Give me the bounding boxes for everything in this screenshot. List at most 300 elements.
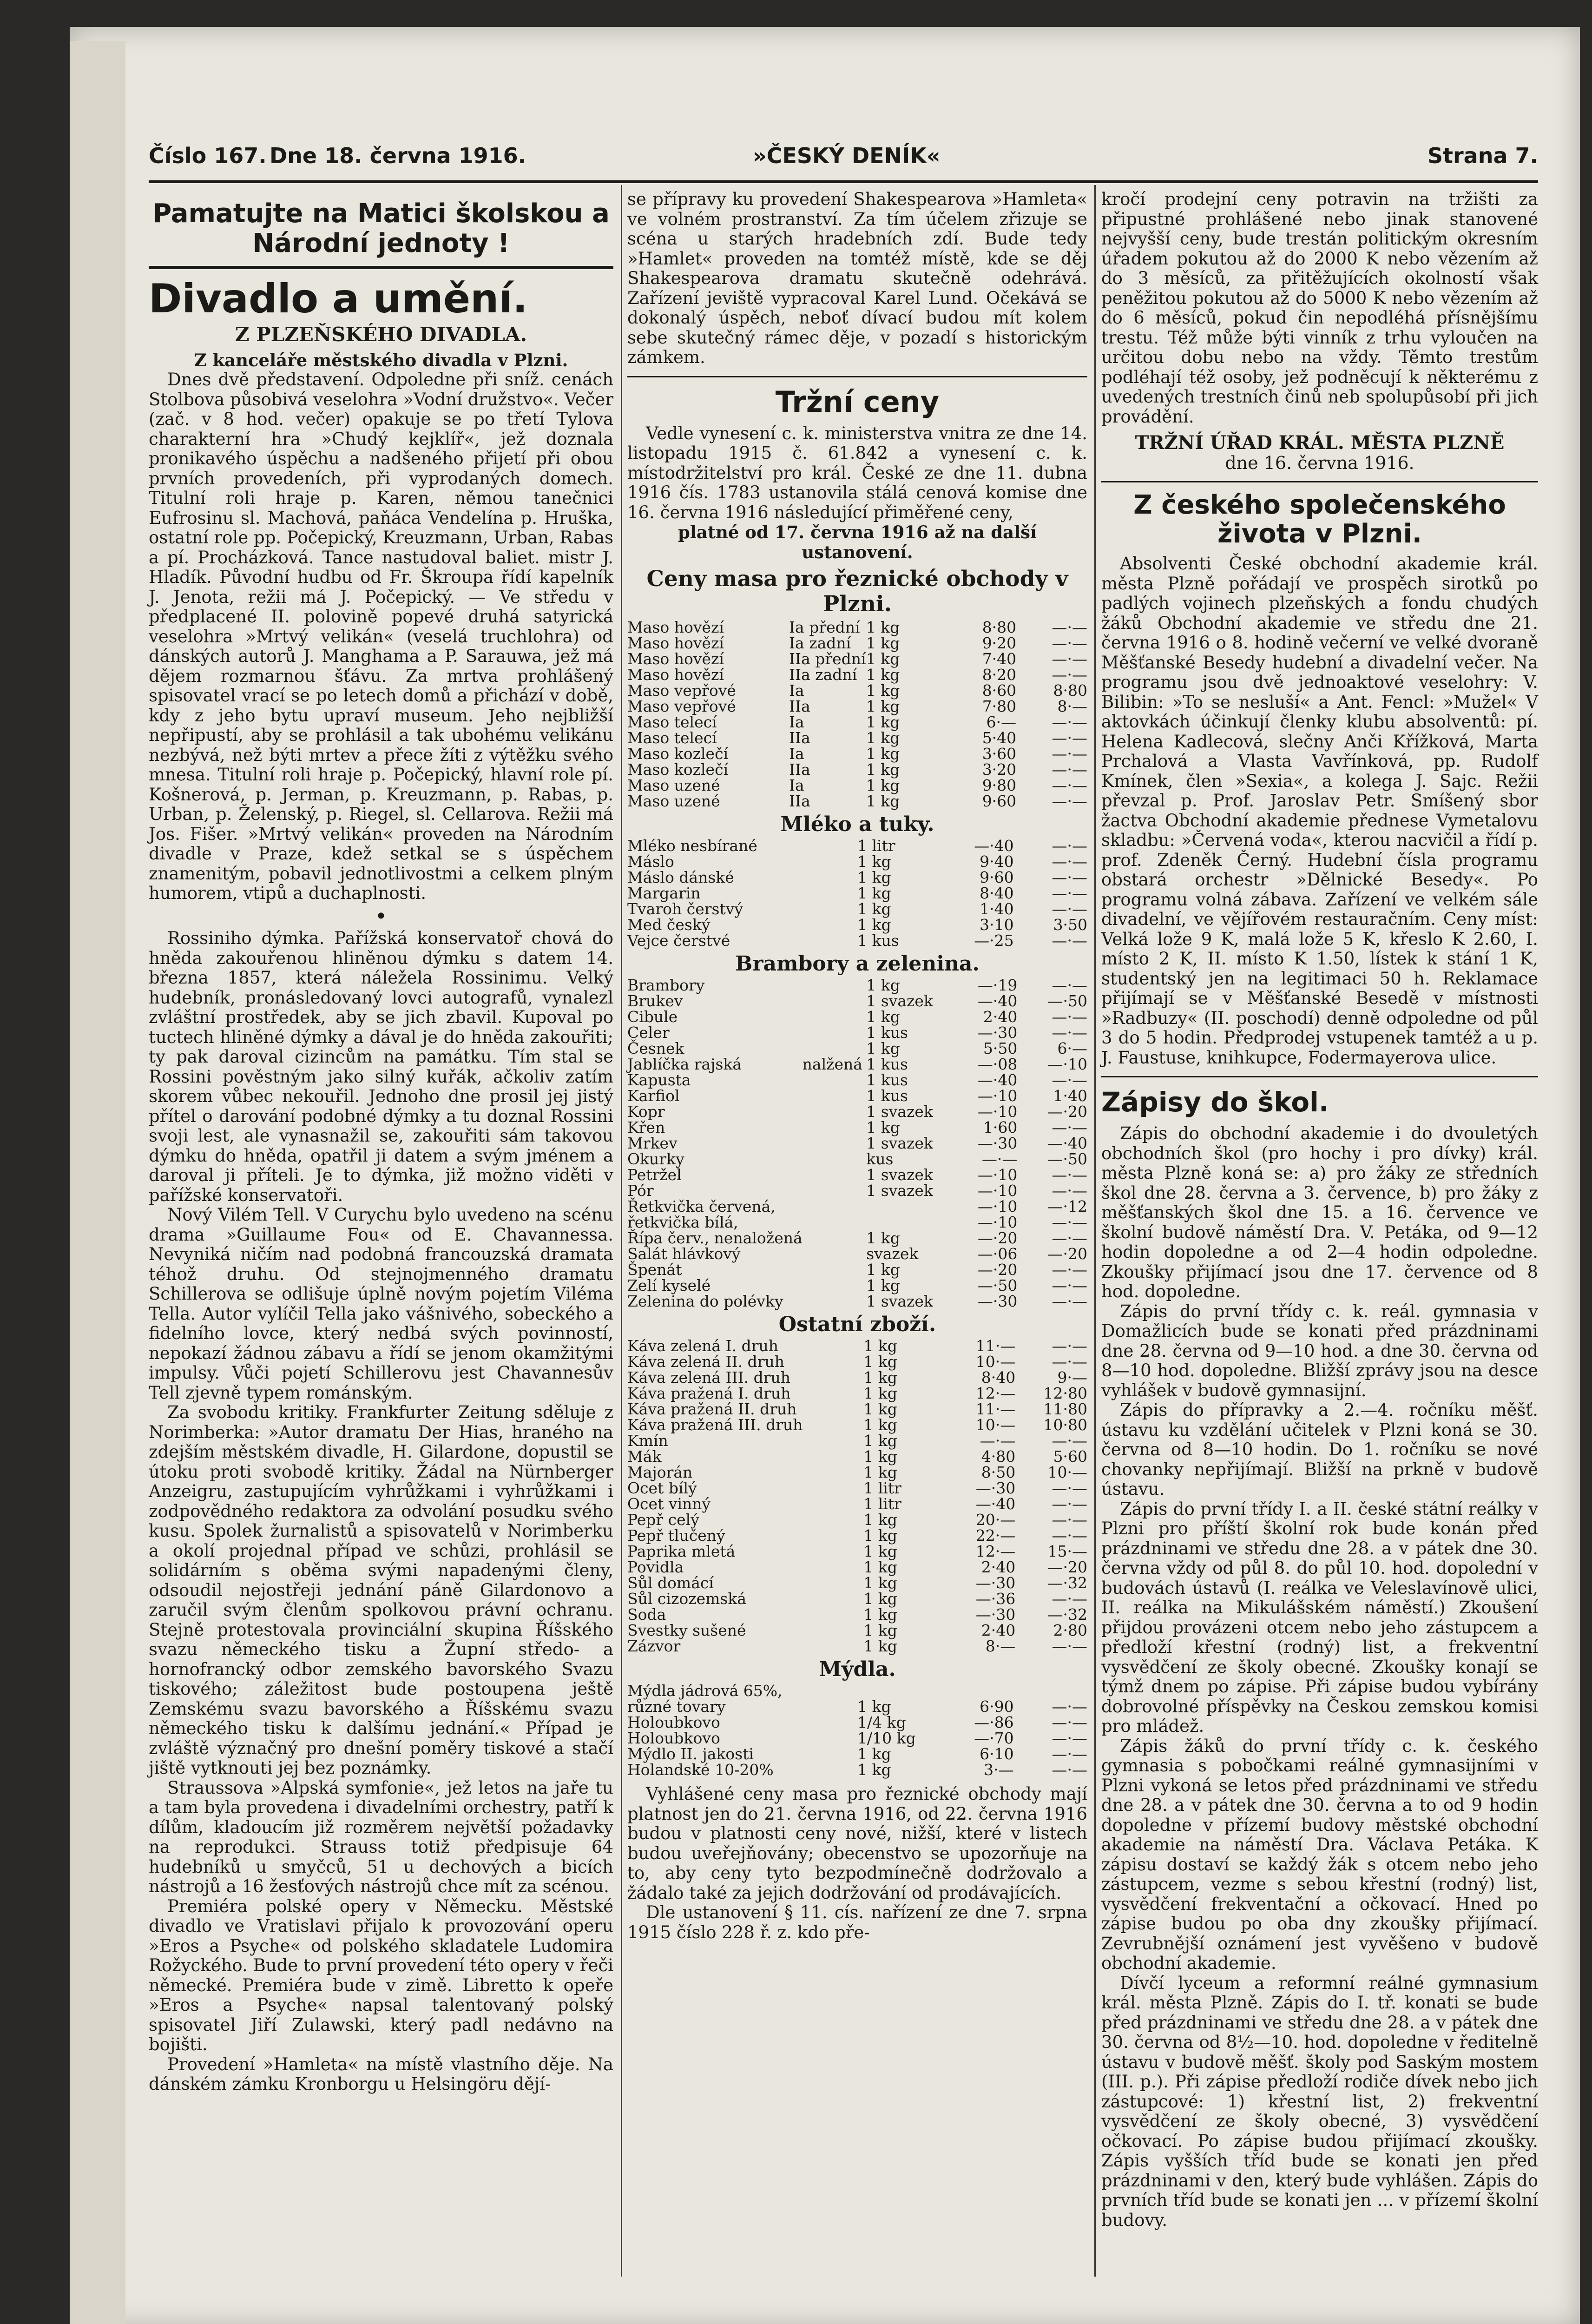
item-grade xyxy=(803,1575,864,1591)
price-from: 1·40 xyxy=(980,900,1014,918)
price-from: —·— xyxy=(980,1432,1016,1450)
newspaper-page xyxy=(70,27,1580,2324)
item-unit xyxy=(866,1199,947,1215)
item-grade xyxy=(803,1449,864,1465)
price-to: —·— xyxy=(1052,884,1087,902)
item-grade: IIa xyxy=(789,760,810,779)
price-from: 3·20 xyxy=(982,760,1017,779)
item-name: Pepř tlučený xyxy=(627,1526,725,1545)
item-grade xyxy=(803,1544,864,1559)
schools-paragraph: Zápis do přípravky a 2.—4. ročníku měšť. ústavu ku vzdělání učitelek v Plzni koná se 30. června od 8—10 hodin. Do 1. ročníku se nové chovanky nepřijímají. Bližší na prkně v budově ústavu. xyxy=(1101,1400,1538,1499)
facing-page-edge xyxy=(70,41,125,2324)
price-from: 8·40 xyxy=(980,884,1014,902)
item-unit: 1 svazek xyxy=(866,1182,933,1200)
price-from: 6·10 xyxy=(980,1745,1014,1763)
matice-appeal: Pamatujte na Matici školskou a Národní jednoty ! xyxy=(152,198,610,258)
price-from: —·30 xyxy=(977,1023,1018,1042)
schools-paragraph: Zápis do obchodní akademie i do dvouletých obchodních škol (pro hochy i pro dívky) král. města Plzně koná se: a) pro žáky ze středních škol dne 28. června a 3. července, b) pro žáky z měšťanských škol dne 15. a 16. července ve školní budově náměstí Dra. V. Petáka, od 9—12 hodin dopoledne a od 2—4 hodin odpoledne. Zkoušky přijímací jsou dne 17. července od 8 hod. dopoledne. xyxy=(1101,1123,1538,1301)
header-rule xyxy=(149,180,1538,183)
social-text: Absolventi České obchodní akademie král. města Plzně pořádají ve prospěch sirotků po padlých vojinech plzeňských a fondu chudých žáků Obchodní akademie ve středu dne 21. června 1916 o 8. hodině večerní ve velké dvoraně Měšťanské Besedy hudební a divadelní večer. Na programu jsou dvě jednoaktové veselohry: V. Bilibin: »To se nesluší« a Ant. Fencl: »Mužel« V aktovkách účinkují členky klubu absolventů: pí. Helena Kadlecová, slečny Anči Křížková, Marta Prchalová a Vlasta Vavřínková, pp. Rudolf Kmínek, člen »Sexia«, a kolega J. Sajc. Režii převzal p. Prof. Jaroslav Petr. Smíšený sbor žactva Obchodní akademie přednese Vymetalovu skladbu: »Červená voda«, kterou nacvičil a řídí p. prof. Zdeněk Černý. Hudební čísla programu obstará orchestr »Dělnické Besedy«. Po programu volná zábava. Zařízení ve velkém sále divadelní, ve vějířovém restauračním. Ceny míst: Velká lože 9 K, malá lože 5 K, křeslo K 2.60, I. místo 2 K, II. místo K 1.50, lístek k stání 1 K, studentský jen na legitimaci 50 h. Reklamace přijímají se v Měšťanské Besedě v místnosti »Radbuzy« (II. poschodí) denně odpoledne od půl 3 do 5 hodin. Předprodej vstupenek tamtéž a u p. J. Faustuse, knihkupce, Fodermayerova ulice. xyxy=(1101,554,1538,1068)
item-name: Margarin xyxy=(627,884,701,902)
price-from: —·40 xyxy=(975,1495,1016,1513)
item-unit: 1 kg xyxy=(866,1261,900,1279)
item-grade xyxy=(803,993,867,1009)
item-name: Maso hovězí xyxy=(627,666,724,684)
page-header xyxy=(149,143,1538,176)
price-to: —·— xyxy=(1052,1479,1087,1497)
column-divider xyxy=(621,185,622,2277)
item-name: Celer xyxy=(627,1023,670,1042)
price-to: —·— xyxy=(1052,745,1087,763)
price-row xyxy=(627,714,1087,730)
price-row xyxy=(627,993,1087,1009)
price-row xyxy=(627,1465,1087,1480)
item-grade xyxy=(803,1386,864,1401)
item-name: Káva pražená III. druh xyxy=(627,1416,803,1434)
item-grade xyxy=(803,1465,864,1480)
price-from: 12·— xyxy=(975,1542,1016,1560)
price-row xyxy=(627,1591,1087,1607)
item-name: Káva zelená III. druh xyxy=(627,1368,791,1386)
item-unit: 1 kg xyxy=(857,1761,891,1779)
price-from: —·20 xyxy=(977,1229,1018,1247)
item-unit: 1 kg xyxy=(866,1039,900,1057)
price-to: —·— xyxy=(1052,1495,1087,1513)
item-unit: 1 kg xyxy=(866,776,900,794)
price-from: 5·50 xyxy=(983,1039,1018,1057)
item-name: Maso telecí xyxy=(627,729,717,747)
price-row xyxy=(627,1278,1087,1294)
item-name: Cibule xyxy=(627,1008,678,1026)
item-unit: 1 kg xyxy=(863,1384,897,1402)
item-grade xyxy=(803,1072,867,1088)
price-from: 2·40 xyxy=(983,1008,1018,1026)
item-grade: Ia xyxy=(789,745,804,763)
price-to: —·— xyxy=(1052,1229,1087,1247)
item-unit: 1 kg xyxy=(857,852,891,871)
page-number: Strana 7. xyxy=(1427,143,1538,168)
price-from: 8·60 xyxy=(982,681,1017,700)
item-unit: 1 kus xyxy=(866,1023,908,1042)
item-grade xyxy=(803,1120,867,1136)
item-grade xyxy=(793,1746,857,1762)
item-unit: 1 svazek xyxy=(866,1292,933,1310)
price-to: —·32 xyxy=(1047,1574,1087,1592)
item-name: Okurky xyxy=(627,1150,684,1168)
item-unit: 1 kg xyxy=(857,916,891,934)
item-name: Sůl cizozemská xyxy=(627,1590,747,1608)
price-row xyxy=(627,1056,1087,1072)
item-grade xyxy=(803,1354,864,1370)
item-unit: 1 kg xyxy=(866,745,900,763)
item-name: Petržel xyxy=(627,1166,682,1184)
price-row xyxy=(627,870,1087,885)
article-paragraph: Provedení »Hamleta« na místě vlastního děje. Na dánském zámku Kronborgu u Helsingöru dějí- xyxy=(149,2054,613,2094)
other-title: Ostatní zboží. xyxy=(778,1313,936,1336)
item-name: Maso telecí xyxy=(627,713,717,731)
item-unit: 1 kus xyxy=(866,1087,908,1105)
item-unit: 1 kg xyxy=(863,1337,897,1355)
price-row xyxy=(627,651,1087,667)
divider xyxy=(149,266,613,269)
item-unit: 1 kg xyxy=(863,1590,897,1608)
price-from: 3·— xyxy=(984,1761,1014,1779)
price-row xyxy=(627,1294,1087,1309)
item-unit: 1 litr xyxy=(863,1479,901,1497)
price-to: —·— xyxy=(1052,1292,1087,1310)
item-grade xyxy=(803,1025,867,1041)
item-grade xyxy=(803,1262,867,1278)
price-row xyxy=(627,1746,1087,1762)
price-from: —·30 xyxy=(975,1574,1016,1592)
market-validity: platné od 17. června 1916 až na další ustanovení. xyxy=(678,522,1037,562)
item-unit: 1 svazek xyxy=(866,992,933,1010)
price-to: —·20 xyxy=(1047,1103,1087,1121)
price-row xyxy=(627,1183,1087,1199)
item-grade xyxy=(803,1559,864,1575)
price-row xyxy=(627,1623,1087,1638)
price-row xyxy=(627,1072,1087,1088)
vegetable-price-table xyxy=(627,977,1087,1309)
price-from: —·06 xyxy=(977,1245,1018,1263)
price-row xyxy=(627,1480,1087,1496)
item-unit: 1 kg xyxy=(866,1276,900,1294)
theatre-heading: Z PLZEŇSKÉHO DIVADLA. xyxy=(235,323,527,346)
price-from: 8·50 xyxy=(981,1463,1016,1481)
price-to: —·— xyxy=(1052,634,1087,652)
item-unit: 1 kg xyxy=(866,729,900,747)
item-unit: 1 svazek xyxy=(866,1166,933,1184)
item-grade xyxy=(803,1338,864,1354)
column-1 xyxy=(149,190,613,2094)
price-to: —·— xyxy=(1052,666,1087,684)
item-unit: 1 kg xyxy=(857,884,891,902)
item-unit: 1 kg xyxy=(866,666,900,684)
item-grade xyxy=(803,1480,864,1496)
item-name: Maso hovězí xyxy=(627,618,724,636)
price-from: 6·90 xyxy=(980,1697,1014,1716)
price-row xyxy=(627,1683,1087,1699)
dairy-title: Mléko a tuky. xyxy=(780,812,934,836)
price-from: —·50 xyxy=(977,1276,1018,1294)
price-to: 2·80 xyxy=(1053,1621,1087,1639)
item-grade xyxy=(803,1215,867,1230)
price-to: —·— xyxy=(1052,713,1087,731)
price-from: 8·— xyxy=(985,1637,1016,1655)
price-row xyxy=(627,1167,1087,1183)
item-grade xyxy=(803,1041,867,1056)
price-row xyxy=(627,683,1087,699)
price-row xyxy=(627,1370,1087,1386)
price-from: 9·20 xyxy=(982,634,1017,652)
item-unit: 1 kg xyxy=(857,900,891,918)
item-grade: Ia xyxy=(789,681,804,700)
price-from: —·20 xyxy=(977,1261,1018,1279)
price-to: —·— xyxy=(1052,1590,1087,1608)
theatre-office: Z kanceláře městského divadla v Plzni. xyxy=(194,350,568,370)
item-grade xyxy=(803,1167,867,1183)
item-name: Holoubkovo xyxy=(627,1729,720,1747)
item-grade xyxy=(803,1278,867,1294)
item-grade: nalžená xyxy=(802,1055,862,1073)
price-to: —·10 xyxy=(1047,1055,1087,1073)
item-grade xyxy=(803,977,867,993)
price-to: 5·60 xyxy=(1053,1447,1087,1466)
market-closing: Vyhlášené ceny masa pro řeznické obchody mají platnost jen do 21. června 1916, od 22. června 1916 budou v platnosti ceny nové, nižší, které v listech budou uveřejňovány; obecenstvo se upozorňuje na to, aby ceny tyto bezpodmínečně dodržovalo a žádalo také za jejich dodržování od prodávajících. xyxy=(627,1784,1087,1903)
price-to: —·— xyxy=(1052,1276,1087,1294)
price-to: —·— xyxy=(1052,776,1087,794)
item-name: Křen xyxy=(627,1118,665,1136)
price-from: 3·10 xyxy=(980,916,1014,934)
price-to: —·— xyxy=(1052,1729,1087,1747)
item-name: Maso vepřové xyxy=(627,681,736,700)
price-row xyxy=(627,933,1087,949)
price-from: —·70 xyxy=(974,1729,1014,1747)
price-from: 7·80 xyxy=(982,697,1017,715)
item-name: Ocet bílý xyxy=(627,1479,697,1497)
item-grade xyxy=(793,854,857,870)
item-unit: 1 kg xyxy=(866,1229,900,1247)
price-to: 11·80 xyxy=(1043,1400,1087,1418)
divider xyxy=(627,376,1087,377)
item-unit: 1 kg xyxy=(866,1118,900,1136)
column-2 xyxy=(627,190,1087,1942)
item-name: Řípa červ., nenaložená xyxy=(627,1229,803,1247)
schools-paragraph: Zápis do první třídy c. k. reál. gymnasia v Domažlicích bude se konati před prázdninami dne 28. června od 9—10 hod. a dne 30. června od 8—10 hod. dopoledne. Bližší zprávy jsou na desce vyhlášek v budově gymnasijní. xyxy=(1101,1301,1538,1400)
meat-title: Ceny masa pro řeznické obchody v Plzni. xyxy=(646,566,1068,617)
price-to: —·— xyxy=(1052,1745,1087,1763)
item-name: Paprika mletá xyxy=(627,1542,736,1560)
other-goods-price-table xyxy=(627,1338,1087,1654)
item-unit: 1 kus xyxy=(857,931,899,950)
price-to: —·— xyxy=(1052,1432,1087,1450)
price-to: —·— xyxy=(1052,868,1087,886)
item-name: řetkvička bílá, xyxy=(627,1213,738,1231)
price-row xyxy=(627,901,1087,917)
schools-title: Zápisy do škol. xyxy=(1101,1086,1329,1118)
item-grade xyxy=(793,838,857,854)
price-row xyxy=(627,1544,1087,1559)
price-from: 6·— xyxy=(986,713,1017,731)
item-grade xyxy=(803,1591,864,1607)
price-row xyxy=(627,730,1087,746)
price-row xyxy=(627,1715,1087,1730)
item-grade: IIa xyxy=(789,729,810,747)
price-row xyxy=(627,1762,1087,1778)
price-from: 22·— xyxy=(975,1526,1016,1545)
item-grade xyxy=(803,1151,867,1167)
item-name: Mrkev xyxy=(627,1134,678,1152)
item-grade: Ia xyxy=(789,713,804,731)
price-to: —·— xyxy=(1052,729,1087,747)
item-name: Kapusta xyxy=(627,1071,691,1089)
section-title: Divadlo a umění. xyxy=(149,276,528,322)
price-to: —·— xyxy=(1052,1697,1087,1716)
item-unit: 1 kg xyxy=(866,650,900,668)
price-to: 10·80 xyxy=(1043,1416,1087,1434)
price-from: —·10 xyxy=(977,1213,1018,1231)
price-row xyxy=(627,635,1087,651)
item-grade xyxy=(793,917,857,933)
item-name: Zelí kyselé xyxy=(627,1276,711,1294)
item-grade xyxy=(803,1496,864,1512)
price-to xyxy=(1014,1683,1087,1699)
price-row xyxy=(627,1401,1087,1417)
price-to: —·— xyxy=(1052,1526,1087,1545)
price-row xyxy=(627,1417,1087,1433)
item-unit: 1 kg xyxy=(863,1353,897,1371)
item-name: Sůl domácí xyxy=(627,1574,714,1592)
item-unit: 1 kg xyxy=(863,1368,897,1386)
item-name: Med český xyxy=(627,916,710,934)
price-row xyxy=(627,1386,1087,1401)
price-from: 3·60 xyxy=(982,745,1017,763)
price-to: 8·80 xyxy=(1053,681,1087,700)
price-from: —·10 xyxy=(977,1197,1018,1215)
price-to: —·— xyxy=(1052,792,1087,810)
price-row xyxy=(627,917,1087,933)
price-from: —·36 xyxy=(975,1590,1016,1608)
price-from: 8·20 xyxy=(982,666,1017,684)
item-name: různé tovary xyxy=(627,1697,726,1716)
price-from: 11·— xyxy=(975,1400,1016,1418)
price-to: 6·— xyxy=(1057,1039,1087,1057)
price-to: 10·— xyxy=(1047,1463,1087,1481)
price-from: 1·60 xyxy=(983,1118,1018,1136)
price-to: —·— xyxy=(1052,976,1087,994)
item-name: Káva zelená II. druh xyxy=(627,1353,785,1371)
soap-title: Mýdla. xyxy=(819,1657,896,1681)
item-name: Zázvor xyxy=(627,1637,681,1655)
item-name: Špenát xyxy=(627,1261,682,1279)
price-row xyxy=(627,1246,1087,1262)
price-row xyxy=(627,1575,1087,1591)
item-grade xyxy=(793,885,857,901)
market-office: TRŽNÍ ÚŘAD KRÁL. MĚSTA PLZNĚ xyxy=(1135,432,1505,454)
price-from: 4·80 xyxy=(981,1447,1016,1466)
item-name: Řetkvička červená, xyxy=(627,1197,776,1215)
item-unit: 1 kg xyxy=(863,1432,897,1450)
price-to: —·20 xyxy=(1047,1245,1087,1263)
price-from: 9·40 xyxy=(980,852,1014,871)
item-name: Majorán xyxy=(627,1463,693,1481)
price-row xyxy=(627,1512,1087,1528)
item-grade xyxy=(803,1088,867,1104)
item-grade xyxy=(803,1528,864,1544)
item-grade: IIa přední xyxy=(789,650,866,668)
price-row xyxy=(627,1699,1087,1715)
item-grade xyxy=(793,901,857,917)
price-from: 11·— xyxy=(975,1337,1016,1355)
price-from: 5·40 xyxy=(982,729,1017,747)
price-to: —·— xyxy=(1052,1637,1087,1655)
price-row xyxy=(627,1104,1087,1120)
item-name: Karfiol xyxy=(627,1087,680,1105)
price-from: 10·— xyxy=(975,1353,1016,1371)
item-grade xyxy=(803,1199,867,1215)
price-from: —·10 xyxy=(977,1166,1018,1184)
price-from: —·10 xyxy=(977,1103,1018,1121)
price-to: —·— xyxy=(1052,650,1087,668)
price-to: —·— xyxy=(1052,1261,1087,1279)
price-to: —·— xyxy=(1052,1118,1087,1136)
item-name: Česnek xyxy=(627,1039,684,1057)
price-from: 10·— xyxy=(975,1416,1016,1434)
divider xyxy=(1101,1076,1538,1077)
item-grade xyxy=(803,1417,864,1433)
price-from: —·86 xyxy=(974,1713,1014,1731)
item-grade xyxy=(793,1699,857,1715)
price-from: —·40 xyxy=(977,1071,1018,1089)
price-row xyxy=(627,1528,1087,1544)
item-grade xyxy=(803,1638,864,1654)
item-unit: 1 kg xyxy=(866,697,900,715)
item-name: Brambory xyxy=(627,976,705,994)
price-to: —·12 xyxy=(1047,1197,1087,1215)
price-to: —·— xyxy=(1052,1713,1087,1731)
price-from: —·30 xyxy=(975,1479,1016,1497)
price-row xyxy=(627,1433,1087,1449)
price-to: —·— xyxy=(1052,1071,1087,1089)
price-from: 20·— xyxy=(975,1511,1016,1529)
price-from: —·40 xyxy=(974,837,1014,855)
item-grade: IIa xyxy=(789,792,810,810)
price-row xyxy=(627,1041,1087,1056)
price-to: —·50 xyxy=(1047,1150,1087,1168)
price-row xyxy=(627,1607,1087,1623)
item-unit: 1 kg xyxy=(863,1526,897,1545)
price-row xyxy=(627,1262,1087,1278)
price-row xyxy=(627,1025,1087,1041)
item-grade xyxy=(803,1294,867,1309)
item-grade: IIa xyxy=(789,697,810,715)
item-name: Mléko nesbírané xyxy=(627,837,757,855)
item-unit: 1 kg xyxy=(866,713,900,731)
item-unit: 1 kg xyxy=(863,1511,897,1529)
item-unit: 1 litr xyxy=(863,1495,901,1513)
item-unit: 1 kg xyxy=(863,1463,897,1481)
price-to: —·— xyxy=(1052,1213,1087,1231)
item-name: Maso uzené xyxy=(627,776,720,794)
dairy-price-table xyxy=(627,838,1087,949)
price-from: —·40 xyxy=(977,992,1018,1010)
price-to: —·— xyxy=(1052,1353,1087,1371)
price-row xyxy=(627,1151,1087,1167)
issue-number: Číslo 167. xyxy=(149,143,267,168)
item-name: Salát hlávkový xyxy=(627,1245,741,1263)
veg-title: Brambory a zelenina. xyxy=(735,952,980,976)
price-row xyxy=(627,885,1087,901)
item-grade xyxy=(793,870,857,885)
article-paragraph: Nový Vilém Tell. V Curychu bylo uvedeno na scénu drama »Guillaume Fou« od E. Chavannessa. Nevyniká ničím nad podobná francouzská dramata téhož druhu. Od stejnojmenného dramatu Schillerova se odlišuje úplně novým pojetím Viléma Tella. Autor vylíčil Tella jako vášnivého, sobeckého a fidelního lovce, který nedbá svých povinností, nepokazí žádnou zábavu a řídí se jenom okamžitými impulsy. Vůči pojetí Schillerovu jest Chavannesův Tell zjevně typem románským. xyxy=(149,1205,613,1403)
price-row xyxy=(627,667,1087,683)
item-grade xyxy=(793,1762,857,1778)
item-name: Tvaroh čerstvý xyxy=(627,900,743,918)
separator-dot: • xyxy=(375,905,387,926)
price-row xyxy=(627,620,1087,635)
price-to: —·— xyxy=(1052,1182,1087,1200)
item-unit: 1 kg xyxy=(863,1558,897,1576)
item-name: Mák xyxy=(627,1447,662,1466)
price-row xyxy=(627,1199,1087,1215)
price-row xyxy=(627,1638,1087,1654)
item-unit: 1 kg xyxy=(857,1697,891,1716)
item-name: Káva pražená II. druh xyxy=(627,1400,797,1418)
market-closing-2: Dle ustanovení § 11. cís. nařízení ze dne 7. srpna 1915 číslo 228 ř. z. kdo pře- xyxy=(627,1902,1087,1942)
item-unit: 1/4 kg xyxy=(857,1713,906,1731)
price-to: —·50 xyxy=(1047,992,1087,1010)
market-penalties: kročí prodejní ceny potravin na tržišti za připustné prohlášené nebo jinak stanovené nejvyšší ceny, bude trestán politickým okresním úřadem pokutou až do 2000 K nebo vězením až do 3 měsíců, za přitěžujících okolností však peněžitou pokutou až do 5000 K nebo vězením až do 6 měsíců, pokud čin nepodléhá přísnějšímu trestu. Též může býti vinník z trhu vyloučen na určitou dobu nebo na vždy. Těmto trestům podléhají též osoby, jež podněcují k některému z uvedených trestních činů neb spolupůsobí při jich provádění. xyxy=(1101,189,1538,427)
